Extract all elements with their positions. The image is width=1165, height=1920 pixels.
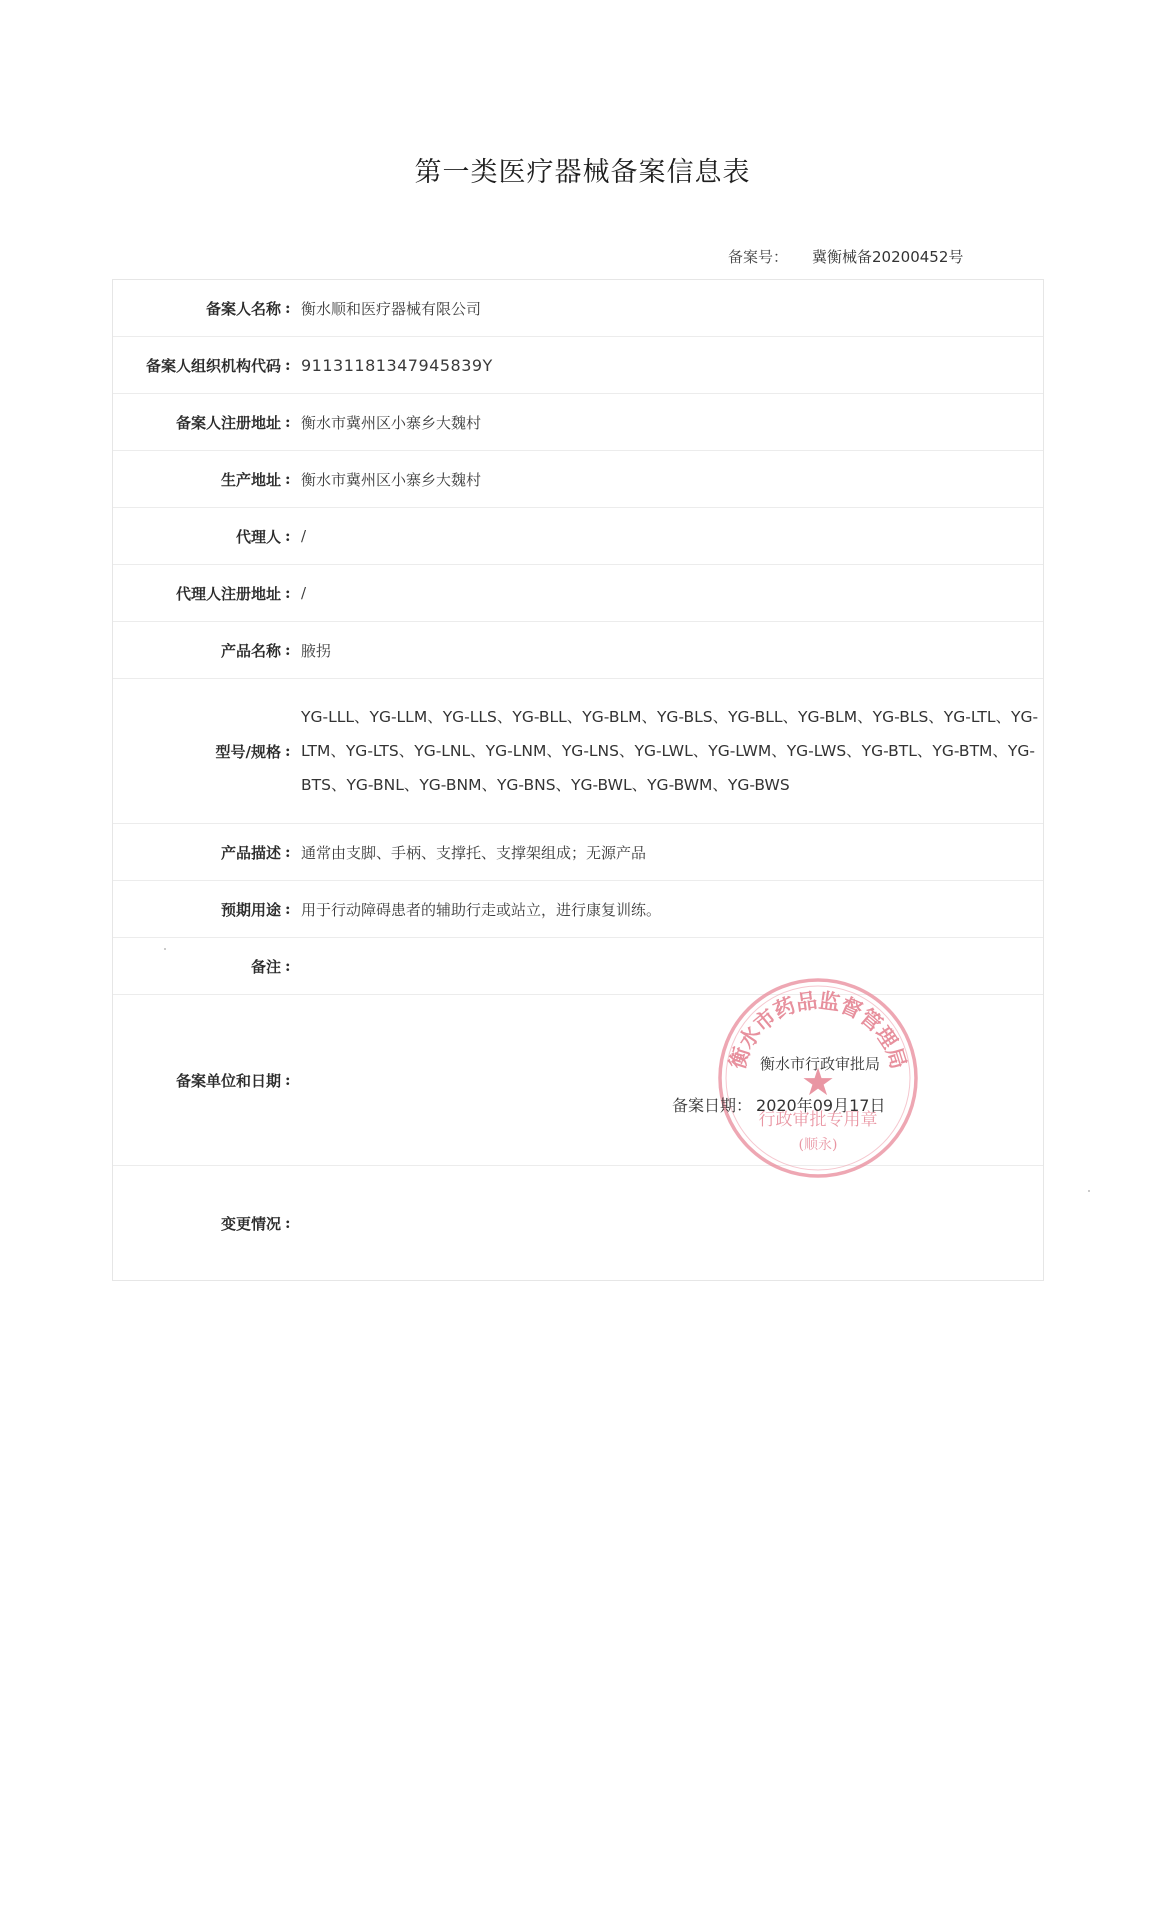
row-label: 产品名称 xyxy=(220,641,281,660)
filing-org-name: 衡水市行政审批局 xyxy=(760,1055,881,1073)
scan-speck xyxy=(1088,1190,1090,1192)
filing-date-label: 备案日期： xyxy=(672,1096,753,1115)
row-value: / xyxy=(301,527,307,545)
row-label: 变更情况 xyxy=(220,1214,281,1233)
row-value: YG-LLL、YG-LLM、YG-LLS、YG-BLL、YG-BLM、YG-BLS、YG-BLL、YG-BLM、YG-BLS、YG-LTL、YG-LTM、YG-LTS、YG-LNL、YG-LNM、YG-LNS、YG-LWL、YG-LWM、YG-LWS、YG-BTL、YG-BTM、YG-BTS、YG-BNL、YG-BNM、YG-BNS、YG-BWL、YG-BWM、YG-BWS xyxy=(301,708,1039,794)
record-number-label: 备案号： xyxy=(728,248,789,266)
row-remarks: 备注 : xyxy=(113,938,1043,995)
row-filing-unit-date: 备案单位和日期 : xyxy=(113,995,1043,1166)
row-value: 用于行动障碍患者的辅助行走或站立，进行康复训练。 xyxy=(301,900,662,919)
row-label: 生产地址 xyxy=(220,470,281,489)
row-label: 备案人名称 xyxy=(205,299,281,318)
row-label: 备案人组织机构代码 xyxy=(145,356,281,375)
row-filer-name: 备案人名称 : 衡水顺和医疗器械有限公司 xyxy=(113,280,1043,337)
row-label: 备案人注册地址 xyxy=(175,413,281,432)
row-intended-use: 预期用途 : 用于行动障碍患者的辅助行走或站立，进行康复训练。 xyxy=(113,881,1043,938)
row-label: 型号/规格 xyxy=(215,742,281,761)
filing-date xyxy=(672,1093,885,1116)
seal-bottom-text: 行政审批专用章 xyxy=(758,1110,878,1130)
row-agent-address: 代理人注册地址 : / xyxy=(113,565,1043,622)
row-production-address: 生产地址 : 衡水市冀州区小寨乡大魏村 xyxy=(113,451,1043,508)
row-label: 代理人注册地址 xyxy=(175,584,281,603)
row-label: 代理人 xyxy=(235,527,281,546)
filing-date-value: 2020年09月17日 xyxy=(756,1096,886,1115)
row-value: 衡水市冀州区小寨乡大魏村 xyxy=(301,413,482,432)
row-label: 预期用途 xyxy=(220,900,281,919)
row-label: 产品描述 xyxy=(220,843,281,862)
seal-star: ★ xyxy=(800,1060,836,1104)
row-agent: 代理人 : / xyxy=(113,508,1043,565)
scan-speck xyxy=(164,948,166,950)
seal-number-text: (顺永) xyxy=(798,1137,838,1153)
row-product-name: 产品名称 : 腋拐 xyxy=(113,622,1043,679)
document-title: 第一类医疗器械备案信息表 xyxy=(414,157,751,188)
row-value: / xyxy=(301,584,307,602)
seal-top-text: 衡水市药品监督管理局 xyxy=(724,987,912,1072)
row-value: 91131181347945839Y xyxy=(301,355,493,375)
row-value: 衡水市冀州区小寨乡大魏村 xyxy=(301,470,482,489)
row-value: 通常由支脚、手柄、支撑托、支撑架组成；无源产品 xyxy=(301,843,647,862)
row-label: 备注 xyxy=(250,957,281,976)
row-label: 备案单位和日期 xyxy=(175,1071,281,1090)
row-reg-address: 备案人注册地址 : 衡水市冀州区小寨乡大魏村 xyxy=(113,394,1043,451)
row-changes: 变更情况 : xyxy=(113,1166,1043,1280)
record-number-value: 冀衡械备20200452号 xyxy=(812,248,964,266)
row-models: 型号/规格 : YG-LLL、YG-LLM、YG-LLS、YG-BLL、YG-BLM、YG-BLS、YG-BLL、YG-BLM、YG-BLS、YG-LTL、YG-LTM、YG-LTS、YG-LNL、YG-LNM、YG-LNS、YG-LWL、YG-LWM、YG-LWS、YG-BTL、YG-BTM、YG-BTS、YG-BNL、YG-BNM、YG-BNS、YG-BWL、YG-BWM、YG-BWS xyxy=(113,679,1043,824)
row-value: 衡水顺和医疗器械有限公司 xyxy=(301,299,482,318)
official-seal-stamp xyxy=(713,973,923,1183)
row-value: 腋拐 xyxy=(301,641,332,660)
row-description: 产品描述 : 通常由支脚、手柄、支撑托、支撑架组成；无源产品 xyxy=(113,824,1043,881)
record-number xyxy=(728,246,963,267)
row-org-code: 备案人组织机构代码 : 91131181347945839Y xyxy=(113,337,1043,394)
